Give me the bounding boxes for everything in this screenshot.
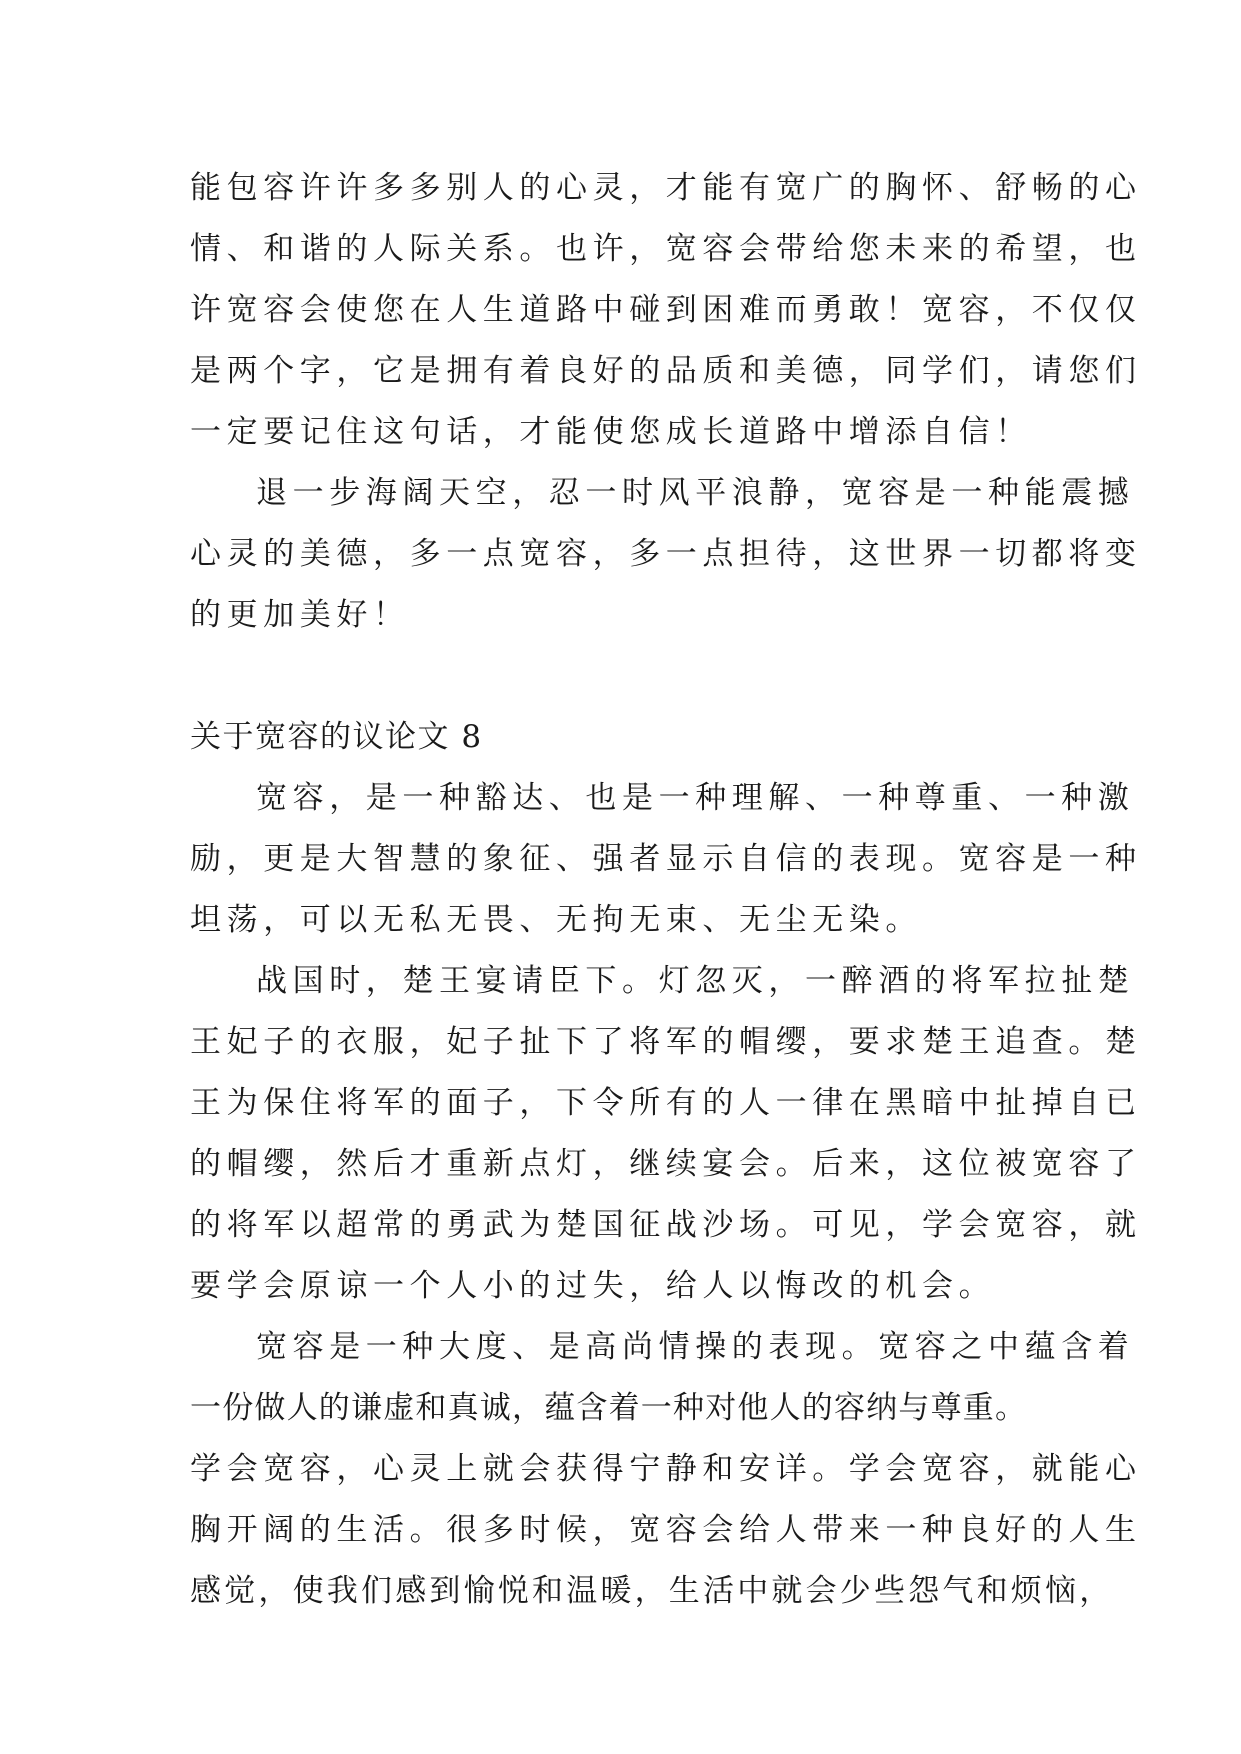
text-line: 战国时，楚王宴请臣下。灯忽灭，一醉酒的将军拉扯楚 — [256, 963, 1135, 999]
paragraph-story — [190, 951, 1142, 1317]
text-line: 的更加美好！ — [190, 597, 410, 633]
text-line: 要学会原谅一个人小的过失，给人以悔改的机会。 — [190, 1268, 996, 1304]
text-line: 宽容是一种大度、是高尚情操的表现。宽容之中蕴含着 — [256, 1329, 1135, 1365]
paragraph-continuation — [190, 158, 1142, 463]
text-line: 心灵的美德，多一点宽容，多一点担待，这世界一切都将变 — [190, 536, 1142, 572]
text-line: 学会宽容，心灵上就会获得宁静和安详。学会宽容，就能心 — [190, 1451, 1142, 1487]
text-line: 一份做人的谦虚和真诚，蕴含着一种对他人的容纳与尊重。 — [190, 1390, 1028, 1426]
text-line: 感觉，使我们感到愉悦和温暖，生活中就会少些怨气和烦恼， — [190, 1573, 1114, 1609]
document-body — [190, 158, 1142, 1622]
text-line: 是两个字，它是拥有着良好的品质和美德，同学们，请您们 — [190, 353, 1142, 389]
paragraph-conclusion — [190, 463, 1142, 646]
text-line: 王妃子的衣服，妃子扯下了将军的帽缨，要求楚王追查。楚 — [190, 1024, 1142, 1060]
text-line: 的帽缨，然后才重新点灯，继续宴会。后来，这位被宽容了 — [190, 1146, 1142, 1182]
text-line: 一定要记住这句话，才能使您成长道路中增添自信！ — [190, 414, 1032, 450]
section-heading: 关于宽容的议论文 8 — [190, 719, 483, 755]
text-line: 坦荡，可以无私无畏、无拘无束、无尘无染。 — [190, 902, 922, 938]
text-line: 情、和谐的人际关系。也许，宽容会带给您未来的希望，也 — [190, 231, 1142, 267]
paragraph-definition — [190, 768, 1142, 951]
text-line: 退一步海阔天空，忍一时风平浪静，宽容是一种能震撼 — [256, 475, 1135, 511]
text-line: 许宽容会使您在人生道路中碰到困难而勇敢！宽容，不仅仅 — [190, 292, 1142, 328]
text-line: 励，更是大智慧的象征、强者显示自信的表现。宽容是一种 — [190, 841, 1142, 877]
text-line: 王为保住将军的面子，下令所有的人一律在黑暗中扯掉自已 — [190, 1085, 1142, 1121]
text-line: 能包容许许多多别人的心灵，才能有宽广的胸怀、舒畅的心 — [190, 170, 1142, 206]
text-line: 宽容，是一种豁达、也是一种理解、一种尊重、一种激 — [256, 780, 1135, 816]
text-line: 胸开阔的生活。很多时候，宽容会给人带来一种良好的人生 — [190, 1512, 1142, 1548]
text-line: 的将军以超常的勇武为楚国征战沙场。可见，学会宽容，就 — [190, 1207, 1142, 1243]
paragraph-reflection — [190, 1317, 1142, 1622]
